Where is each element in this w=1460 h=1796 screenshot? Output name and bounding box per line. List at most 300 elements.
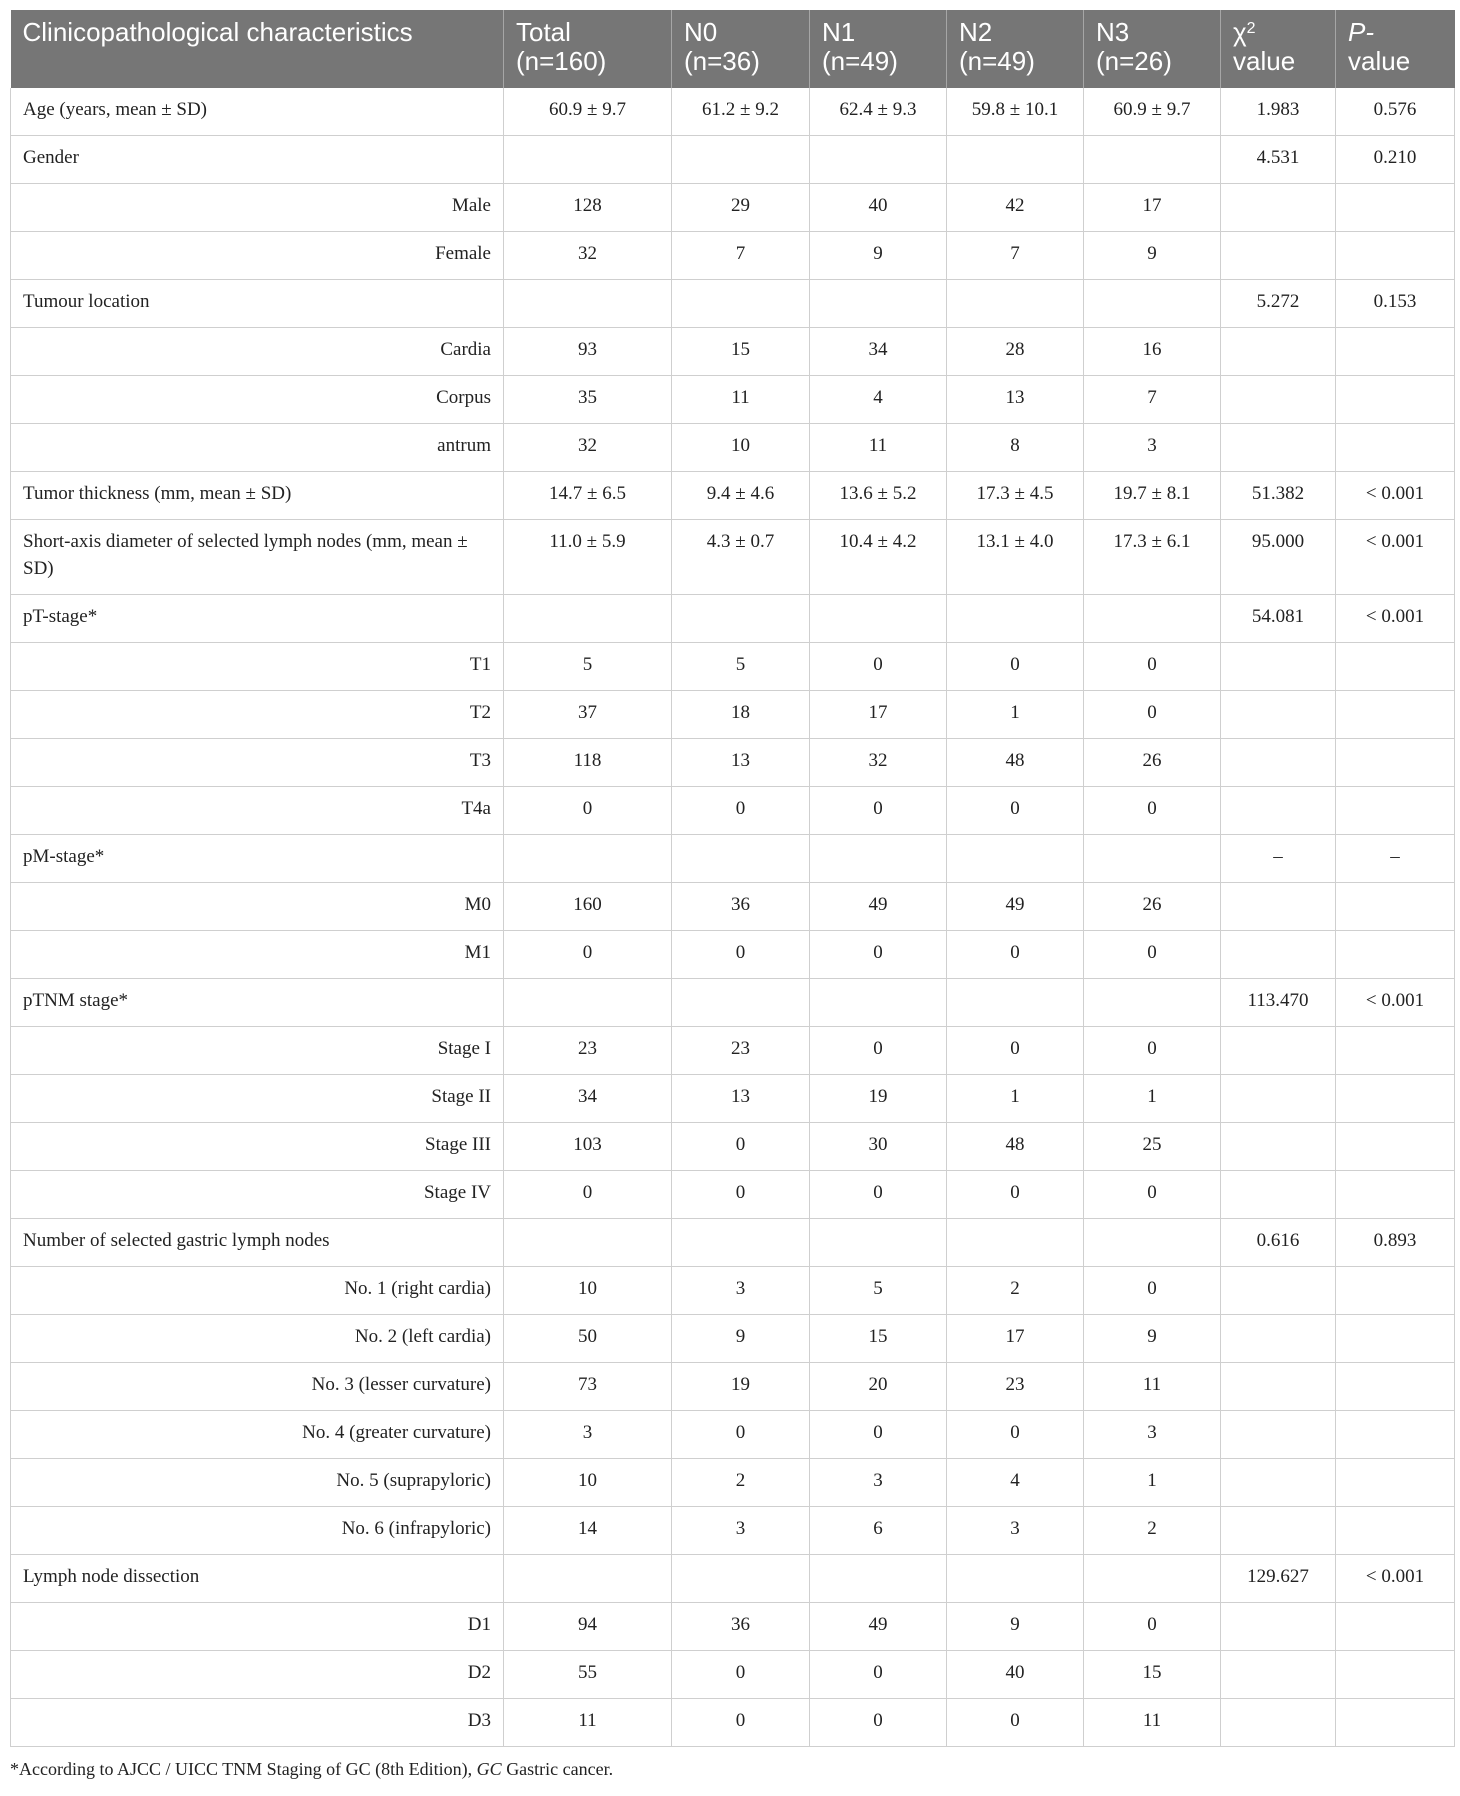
cell-n1: 0 [810,787,947,835]
cell-n3: 0 [1084,1027,1221,1075]
cell-n2: 48 [947,739,1084,787]
cell-p [1336,931,1455,979]
cell-n0: 13 [672,1075,810,1123]
row-label: No. 2 (left cardia) [11,1315,504,1363]
table-row [11,595,1455,643]
cell-p [1336,1651,1455,1699]
cell-n0: 3 [672,1507,810,1555]
table-row [11,1411,1455,1459]
table-row [11,136,1455,184]
cell-chi [1221,1603,1336,1651]
cell-n0: 61.2 ± 9.2 [672,88,810,136]
row-label: pT-stage* [11,595,504,643]
cell-n2: 7 [947,232,1084,280]
cell-n3: 60.9 ± 9.7 [1084,88,1221,136]
cell-n3 [1084,1219,1221,1267]
cell-chi [1221,931,1336,979]
cell-n2: 13 [947,376,1084,424]
table-row [11,979,1455,1027]
cell-chi: – [1221,835,1336,883]
cell-n1: 9 [810,232,947,280]
table-container [10,10,1454,1781]
cell-n3 [1084,595,1221,643]
cell-n0: 0 [672,787,810,835]
cell-chi: 113.470 [1221,979,1336,1027]
table-row [11,472,1455,520]
row-label: T1 [11,643,504,691]
cell-n3: 3 [1084,1411,1221,1459]
cell-n1: 3 [810,1459,947,1507]
cell-n3 [1084,1555,1221,1603]
cell-chi [1221,424,1336,472]
cell-n1: 20 [810,1363,947,1411]
cell-p: 0.153 [1336,280,1455,328]
cell-total: 34 [504,1075,672,1123]
cell-total: 73 [504,1363,672,1411]
cell-n3: 11 [1084,1363,1221,1411]
cell-total: 118 [504,739,672,787]
table-row [11,1555,1455,1603]
cell-n2 [947,835,1084,883]
cell-n2: 0 [947,1171,1084,1219]
table-row [11,88,1455,136]
cell-p [1336,643,1455,691]
cell-p [1336,376,1455,424]
cell-total: 60.9 ± 9.7 [504,88,672,136]
cell-n0 [672,136,810,184]
cell-p [1336,787,1455,835]
cell-p [1336,328,1455,376]
cell-n3: 26 [1084,739,1221,787]
cell-n2: 2 [947,1267,1084,1315]
cell-n0 [672,595,810,643]
cell-n2: 40 [947,1651,1084,1699]
cell-n0: 11 [672,376,810,424]
cell-total [504,280,672,328]
cell-p [1336,1123,1455,1171]
cell-total: 50 [504,1315,672,1363]
cell-n2: 13.1 ± 4.0 [947,520,1084,595]
cell-p [1336,1459,1455,1507]
cell-chi [1221,691,1336,739]
cell-n0: 0 [672,1651,810,1699]
row-label: antrum [11,424,504,472]
cell-chi: 5.272 [1221,280,1336,328]
cell-p [1336,1171,1455,1219]
cell-chi [1221,1075,1336,1123]
cell-total: 0 [504,1171,672,1219]
table-row [11,1459,1455,1507]
table-row [11,1123,1455,1171]
cell-n0: 36 [672,883,810,931]
cell-n3: 7 [1084,376,1221,424]
header-row [11,10,1455,88]
cell-chi [1221,184,1336,232]
cell-n2: 9 [947,1603,1084,1651]
cell-p [1336,739,1455,787]
cell-n2: 3 [947,1507,1084,1555]
cell-total [504,835,672,883]
cell-chi [1221,1459,1336,1507]
cell-n1 [810,136,947,184]
cell-n1: 0 [810,1651,947,1699]
row-label: Age (years, mean ± SD) [11,88,504,136]
table-row [11,184,1455,232]
header-characteristics: Clinicopathological characteristics [11,10,504,88]
table-row [11,691,1455,739]
cell-n3: 9 [1084,232,1221,280]
cell-n2: 28 [947,328,1084,376]
cell-n1: 15 [810,1315,947,1363]
cell-n3: 0 [1084,1603,1221,1651]
row-label: D1 [11,1603,504,1651]
cell-n2: 0 [947,1699,1084,1747]
cell-chi [1221,1411,1336,1459]
table-row [11,424,1455,472]
cell-chi [1221,376,1336,424]
cell-p: < 0.001 [1336,1555,1455,1603]
cell-n2: 23 [947,1363,1084,1411]
cell-n0: 2 [672,1459,810,1507]
cell-p [1336,1507,1455,1555]
header-n0: N0 (n=36) [672,10,810,88]
cell-n1: 0 [810,931,947,979]
cell-n3: 11 [1084,1699,1221,1747]
cell-n0: 18 [672,691,810,739]
cell-n1 [810,835,947,883]
cell-n2: 0 [947,931,1084,979]
cell-p [1336,1315,1455,1363]
table-row [11,1651,1455,1699]
row-label: No. 6 (infrapyloric) [11,1507,504,1555]
cell-n0 [672,1219,810,1267]
cell-n2 [947,595,1084,643]
table-row [11,1699,1455,1747]
cell-n2 [947,1555,1084,1603]
cell-total: 93 [504,328,672,376]
cell-n3: 17 [1084,184,1221,232]
cell-n0: 10 [672,424,810,472]
cell-chi [1221,883,1336,931]
cell-n3 [1084,835,1221,883]
cell-total: 3 [504,1411,672,1459]
footnote: *According to AJCC / UICC TNM Staging of GC (8th Edition), GC Gastric cancer. [10,1759,614,1779]
cell-total: 14 [504,1507,672,1555]
cell-n0: 9 [672,1315,810,1363]
cell-p [1336,1699,1455,1747]
cell-total: 32 [504,424,672,472]
cell-p: < 0.001 [1336,979,1455,1027]
cell-p: < 0.001 [1336,520,1455,595]
table-row [11,1315,1455,1363]
row-label: Tumor thickness (mm, mean ± SD) [11,472,504,520]
cell-n1: 40 [810,184,947,232]
table-row [11,787,1455,835]
row-label: Short-axis diameter of selected lymph nodes (mm, mean ± SD) [11,520,504,595]
cell-n0: 0 [672,931,810,979]
cell-n2: 0 [947,1027,1084,1075]
cell-chi [1221,1507,1336,1555]
cell-n3: 1 [1084,1459,1221,1507]
cell-p: 0.893 [1336,1219,1455,1267]
cell-n3: 17.3 ± 6.1 [1084,520,1221,595]
cell-n1 [810,1555,947,1603]
table-row [11,376,1455,424]
table-row [11,1027,1455,1075]
row-label: No. 4 (greater curvature) [11,1411,504,1459]
cell-n0: 3 [672,1267,810,1315]
header-n2: N2 (n=49) [947,10,1084,88]
row-label: D3 [11,1699,504,1747]
cell-n1 [810,979,947,1027]
cell-n0: 5 [672,643,810,691]
cell-n2: 4 [947,1459,1084,1507]
cell-n3: 19.7 ± 8.1 [1084,472,1221,520]
cell-n3 [1084,280,1221,328]
cell-n1: 5 [810,1267,947,1315]
cell-total: 37 [504,691,672,739]
cell-n2: 49 [947,883,1084,931]
cell-n1: 13.6 ± 5.2 [810,472,947,520]
cell-n3: 0 [1084,1267,1221,1315]
cell-n1: 0 [810,1699,947,1747]
row-label: Cardia [11,328,504,376]
cell-n2 [947,1219,1084,1267]
cell-p [1336,184,1455,232]
row-label: T2 [11,691,504,739]
cell-total: 14.7 ± 6.5 [504,472,672,520]
cell-n0: 0 [672,1123,810,1171]
cell-n1: 17 [810,691,947,739]
row-label: T4a [11,787,504,835]
cell-n2: 17.3 ± 4.5 [947,472,1084,520]
cell-total: 5 [504,643,672,691]
row-label: No. 5 (suprapyloric) [11,1459,504,1507]
cell-p [1336,232,1455,280]
cell-n1 [810,595,947,643]
row-label: Male [11,184,504,232]
cell-n3: 16 [1084,328,1221,376]
cell-n1 [810,1219,947,1267]
row-label: Stage III [11,1123,504,1171]
cell-n0 [672,835,810,883]
cell-n3: 1 [1084,1075,1221,1123]
cell-n2: 48 [947,1123,1084,1171]
cell-n1: 30 [810,1123,947,1171]
cell-n2: 17 [947,1315,1084,1363]
cell-n0: 7 [672,232,810,280]
cell-chi [1221,1363,1336,1411]
cell-n0: 13 [672,739,810,787]
header-n1: N1 (n=49) [810,10,947,88]
cell-n1: 6 [810,1507,947,1555]
cell-total [504,595,672,643]
table-row [11,1075,1455,1123]
cell-n3 [1084,136,1221,184]
cell-p [1336,883,1455,931]
table-row [11,883,1455,931]
row-label: No. 3 (lesser curvature) [11,1363,504,1411]
row-label: Lymph node dissection [11,1555,504,1603]
cell-n1: 19 [810,1075,947,1123]
table-row [11,328,1455,376]
cell-chi [1221,1651,1336,1699]
cell-chi [1221,787,1336,835]
cell-chi: 51.382 [1221,472,1336,520]
cell-n1: 34 [810,328,947,376]
cell-n2: 42 [947,184,1084,232]
cell-n1: 0 [810,1027,947,1075]
cell-n2: 8 [947,424,1084,472]
cell-n1: 4 [810,376,947,424]
cell-total: 32 [504,232,672,280]
cell-n2: 0 [947,1411,1084,1459]
row-label: T3 [11,739,504,787]
cell-n2: 0 [947,643,1084,691]
cell-chi: 4.531 [1221,136,1336,184]
cell-chi: 0.616 [1221,1219,1336,1267]
row-label: M1 [11,931,504,979]
cell-total: 103 [504,1123,672,1171]
cell-n3: 26 [1084,883,1221,931]
cell-chi: 54.081 [1221,595,1336,643]
cell-chi [1221,328,1336,376]
cell-n3: 9 [1084,1315,1221,1363]
cell-n0: 19 [672,1363,810,1411]
table-row [11,1603,1455,1651]
cell-n0: 0 [672,1411,810,1459]
cell-p [1336,1075,1455,1123]
header-total: Total (n=160) [504,10,672,88]
cell-p: < 0.001 [1336,472,1455,520]
cell-p [1336,1363,1455,1411]
header-chi-square: $\chi^2$ value [1221,10,1336,88]
cell-total: 10 [504,1267,672,1315]
cell-n2 [947,979,1084,1027]
cell-n3: 0 [1084,787,1221,835]
clinicopathological-table [10,10,1455,1747]
cell-total [504,1555,672,1603]
cell-chi: 1.983 [1221,88,1336,136]
table-row [11,1363,1455,1411]
cell-n0: 0 [672,1699,810,1747]
cell-p: 0.576 [1336,88,1455,136]
cell-n2 [947,280,1084,328]
cell-n3: 3 [1084,424,1221,472]
table-body [11,88,1455,1747]
row-label: Tumour location [11,280,504,328]
cell-p [1336,691,1455,739]
cell-n0: 29 [672,184,810,232]
cell-n1: 49 [810,883,947,931]
row-label: Female [11,232,504,280]
cell-n3: 15 [1084,1651,1221,1699]
cell-n1: 0 [810,1411,947,1459]
cell-n3: 0 [1084,931,1221,979]
cell-total: 160 [504,883,672,931]
cell-total: 11.0 ± 5.9 [504,520,672,595]
row-label: pM-stage* [11,835,504,883]
cell-n0: 0 [672,1171,810,1219]
cell-p [1336,1411,1455,1459]
cell-n1: 49 [810,1603,947,1651]
cell-total [504,1219,672,1267]
cell-n2 [947,136,1084,184]
row-label: Stage IV [11,1171,504,1219]
cell-n0: 15 [672,328,810,376]
cell-total [504,979,672,1027]
cell-n2: 59.8 ± 10.1 [947,88,1084,136]
cell-p: – [1336,835,1455,883]
cell-chi [1221,643,1336,691]
cell-total: 35 [504,376,672,424]
table-row [11,1267,1455,1315]
cell-n0: 4.3 ± 0.7 [672,520,810,595]
cell-n0: 36 [672,1603,810,1651]
cell-chi [1221,739,1336,787]
row-label: Stage I [11,1027,504,1075]
cell-chi: 95.000 [1221,520,1336,595]
table-row [11,520,1455,595]
row-label: M0 [11,883,504,931]
header-p-value: P- value [1336,10,1455,88]
cell-chi [1221,1315,1336,1363]
table-row [11,1171,1455,1219]
row-label: Number of selected gastric lymph nodes [11,1219,504,1267]
cell-chi [1221,1123,1336,1171]
cell-chi [1221,1267,1336,1315]
cell-n1: 62.4 ± 9.3 [810,88,947,136]
table-header [11,10,1455,88]
cell-total: 55 [504,1651,672,1699]
cell-p [1336,1027,1455,1075]
cell-n3 [1084,979,1221,1027]
cell-n0 [672,280,810,328]
cell-chi [1221,1171,1336,1219]
table-row [11,232,1455,280]
cell-n3: 0 [1084,643,1221,691]
cell-n3: 2 [1084,1507,1221,1555]
cell-n1: 0 [810,1171,947,1219]
cell-p [1336,1267,1455,1315]
table-row [11,280,1455,328]
table-row [11,1507,1455,1555]
cell-chi [1221,1027,1336,1075]
cell-total: 94 [504,1603,672,1651]
cell-total: 10 [504,1459,672,1507]
cell-total [504,136,672,184]
cell-total: 0 [504,787,672,835]
cell-total: 128 [504,184,672,232]
header-n3: N3 (n=26) [1084,10,1221,88]
table-row [11,739,1455,787]
cell-n2: 0 [947,787,1084,835]
row-label: pTNM stage* [11,979,504,1027]
cell-n3: 25 [1084,1123,1221,1171]
cell-n1: 0 [810,643,947,691]
cell-n2: 1 [947,691,1084,739]
row-label: D2 [11,1651,504,1699]
cell-total: 23 [504,1027,672,1075]
row-label: Corpus [11,376,504,424]
cell-n1: 10.4 ± 4.2 [810,520,947,595]
cell-chi: 129.627 [1221,1555,1336,1603]
cell-p: < 0.001 [1336,595,1455,643]
table-row [11,931,1455,979]
cell-chi [1221,232,1336,280]
cell-n0: 23 [672,1027,810,1075]
cell-p: 0.210 [1336,136,1455,184]
